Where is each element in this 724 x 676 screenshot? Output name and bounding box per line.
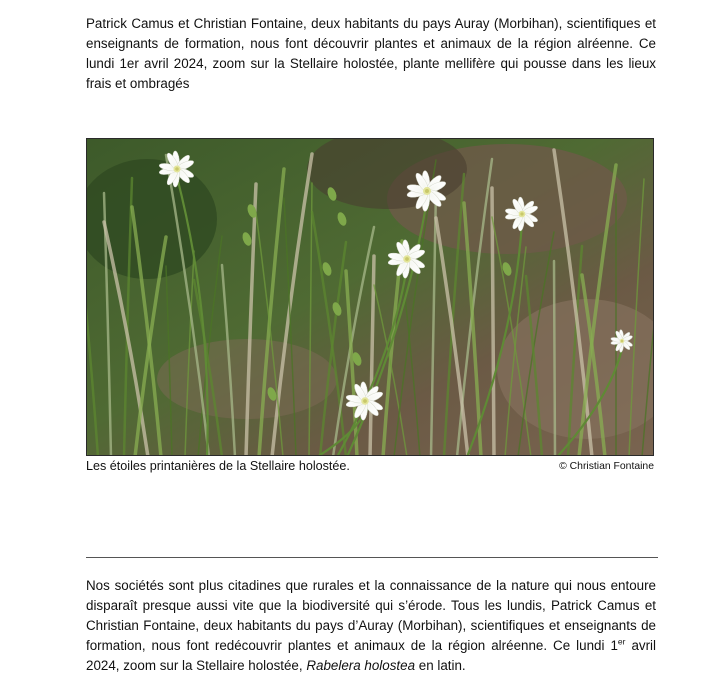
- body-paragraph: [86, 576, 656, 676]
- body-text-part1: Nos sociétés sont plus citadines que rurales et la connaissance de la nature qui nous entoure disparaît presque aussi vite que la biodiversité qui s’érode. Tous les lundis, Patrick Camus et Christian Fontaine, deux habitants du pays d’Auray (Morbihan), scientifiques et enseignants de formation, nous font redécouvrir plantes et animaux de la région alréenne. Ce lundi 1: [86, 578, 656, 653]
- ordinal-superscript: er: [617, 636, 626, 647]
- photo-caption: Les étoiles printanières de la Stellaire holostée.: [86, 459, 350, 473]
- photo-credit: © Christian Fontaine: [559, 461, 654, 472]
- latin-name: Rabelera holostea: [306, 658, 416, 673]
- body-text-part3: en latin.: [415, 658, 466, 673]
- body-text-part2: avril 2024, zoom sur la Stellaire holostée,: [86, 638, 656, 673]
- stellaire-photo: [86, 138, 654, 456]
- section-divider: [86, 557, 658, 558]
- intro-paragraph: Patrick Camus et Christian Fontaine, deux habitants du pays Auray (Morbihan), scientifiques et enseignants de formation, nous font découvrir plantes et animaux de la région alréenne. Ce lundi 1er avril 2024, zoom sur la Stellaire holostée, plante mellifère qui pousse dans les lieux frais et ombragés: [86, 16, 656, 91]
